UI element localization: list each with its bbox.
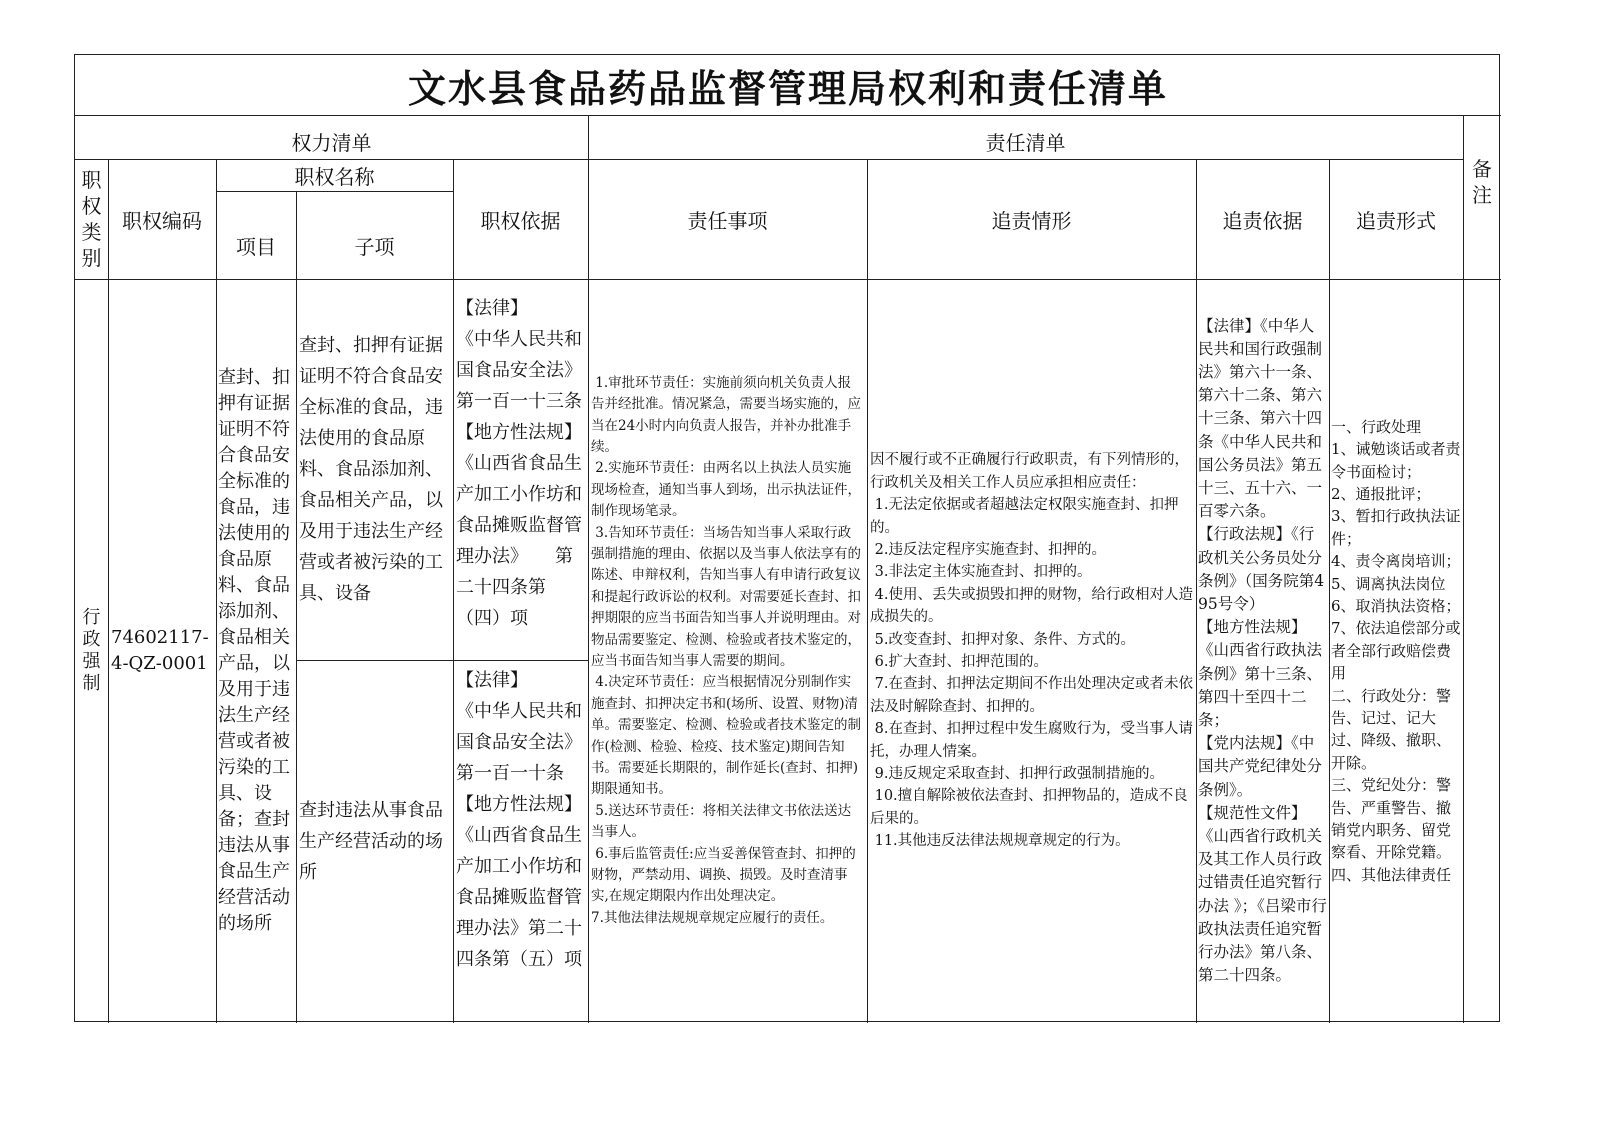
acc-form-header: 追责形式 (1356, 208, 1436, 233)
acc-basis-header: 追责依据 (1222, 208, 1303, 233)
responsibility-list-header: 责任清单 (985, 130, 1066, 155)
subitem-2-cell (296, 660, 453, 1023)
basis-2-text: 【法律】 《中华人民共和国食品安全法》第一百一十条 【地方性法规】 《山西省食品生产加工小作坊和食品摊贩监督管理办法》第二十四条第（五）项 (456, 670, 582, 970)
acc-basis-cell (1196, 279, 1329, 1023)
subitem-header: 子项 (354, 234, 395, 259)
basis-header: 职权依据 (480, 208, 561, 233)
item-text: 查封、扣押有证据证明不符合食品安全标准的食品，违法使用的食品原料、食品添加剂、食品相关产品，以及用于违法生产经营或者被污染的工具、设备；查封违法从事食品生产经营活动的场所 (218, 367, 290, 934)
accountability-cell (867, 279, 1196, 1023)
power-list-header: 权力清单 (291, 130, 372, 155)
name-header: 职权名称 (294, 164, 375, 189)
basis-1-text: 【法律】 《中华人民共和国食品安全法》第一百一十三条 【地方性法规】 《山西省食品生产加工小作坊和食品摊贩监督管理办法》 第二十四条第（四）项 (456, 298, 582, 629)
remark-cell (1463, 279, 1501, 1023)
code-cell (108, 279, 216, 1023)
accountability-header: 追责情形 (991, 208, 1072, 233)
basis-1-cell (453, 293, 588, 653)
duty-text: 1.审批环节责任：实施前须向机关负责人报告并经批准。情况紧急，需要当场实施的，应当在24小时内向负责人报告，并补办批准手续。 2.实施环节责任：由两名以上执法人员实施现场检查，通知当事人到场，出示执法证件，制作现场笔录。 3.告知环节责任：当场告知当事人采取行政强制措施的理由、依据以及当事人依法享有的陈述、申辩权利，告知当事人有申请行政复议和提起行政诉讼的权利。对需要延长查封、扣押期限的应当书面告知当事人并说明理由。对物品需要鉴定、检测、检验或者技术鉴定的，应当书面告知当事人需要的期间。 4.决定环节责任：应当根据情况分别制作实施查封、扣押决定书和(场所、设置、财物)清单。需要鉴定、检测、检验或者技术鉴定的制作(检测、检验、检疫、技术鉴定)期间告知书。需要延长期限的，制作延长(查封、扣押)期限通知书。 5.送达环节责任：将相关法律文书依法送达当事人。 6.事后监管责任:应当妥善保管查封、扣押的财物，严禁动用、调换、损毁。及时查清事实,在规定期限内作出处理决定。 7.其他法律法规规章规定应履行的责任。 (591, 374, 861, 926)
acc-form-text: 一、行政处理 1、诫勉谈话或者责令书面检讨； 2、通报批评； 3、暂扣行政执法证件； 4、责令离岗培训； 5、调离执法岗位 6、取消执法资格； 7、依法追偿部分或者全部行政赔偿费用 二、行政处分：警告、记过、记大过、降级、撤职、开除。 三、党纪处分：警告、严重警告、撤销党内职务、留党察看、开除党籍。 四、其他法律责任 (1331, 417, 1461, 884)
acc-basis-text: 【法律】《中华人民共和国行政强制法》第六十一条、第六十二条、第六十三条、第六十四条《中华人民共和国公务员法》第五十三、五十六、一百零六条。 【行政法规】《行政机关公务员处分条例》（国务院第495号令） 【地方性法规】 《山西省行政执法条例》第十三条、第四十至四十二条； 【党内法规】《中国共产党纪律处分条例》。 【规范性文件】 《山西省行政机关及其工作人员行政过错责任追究暂行办法 》；《吕梁市行政执法责任追究暂行办法》第八条、第二十四条。 (1198, 316, 1327, 985)
remark-header (1463, 115, 1501, 279)
category-header-text: 职权类别 (81, 168, 102, 270)
basis-2-cell (453, 665, 588, 1021)
subitem-1-cell (296, 279, 453, 660)
responsibility-table (74, 54, 1500, 1022)
subitem-2-text: 查封违法从事食品生产经营活动的场所 (299, 800, 443, 883)
duty-cell (588, 279, 867, 1023)
category-cell (75, 279, 108, 1023)
code-text: 74602117-4-QZ-0001 (111, 627, 209, 674)
item-cell (216, 279, 296, 1023)
page-title: 文水县食品药品监督管理局权利和责任清单 (407, 65, 1168, 111)
category-text: 行政强制 (82, 607, 101, 694)
remark-header-text: 备注 (1472, 157, 1492, 207)
category-header (75, 159, 108, 279)
code-header: 职权编码 (122, 208, 202, 233)
acc-form-cell (1329, 279, 1463, 1023)
subitem-1-text: 查封、扣押有证据证明不符合食品安全标准的食品，违法使用的食品原料、食品添加剂、食品相关产品，以及用于违法生产经营或者被污染的工具、设备 (299, 335, 443, 604)
item-header: 项目 (236, 234, 276, 259)
duty-header: 责任事项 (687, 208, 768, 233)
accountability-text: 因不履行或不正确履行行政职责，有下列情形的，行政机关及相关工作人员应承担相应责任： 1.无法定依据或者超越法定权限实施查封、扣押的。 2.违反法定程序实施查封、扣押的。 3.非法定主体实施查封、扣押的。 4.使用、丢失或损毁扣押的财物，给行政相对人造成损失的。 5.改变查封、扣押对象、条件、方式的。 6.扩大查封、扣押范围的。 7.在查封、扣押法定期间不作出处理决定或者未依法及时解除查封、扣押的。 8.在查封、扣押过程中发生腐败行为，受当事人请托，办理人情案。 9.违反规定采取查封、扣押行政强制措施的。 10.擅自解除被依法查封、扣押物品的，造成不良后果的。 11.其他违反法律法规规章规定的行为。 (870, 452, 1193, 850)
line-between-basis (453, 660, 588, 661)
